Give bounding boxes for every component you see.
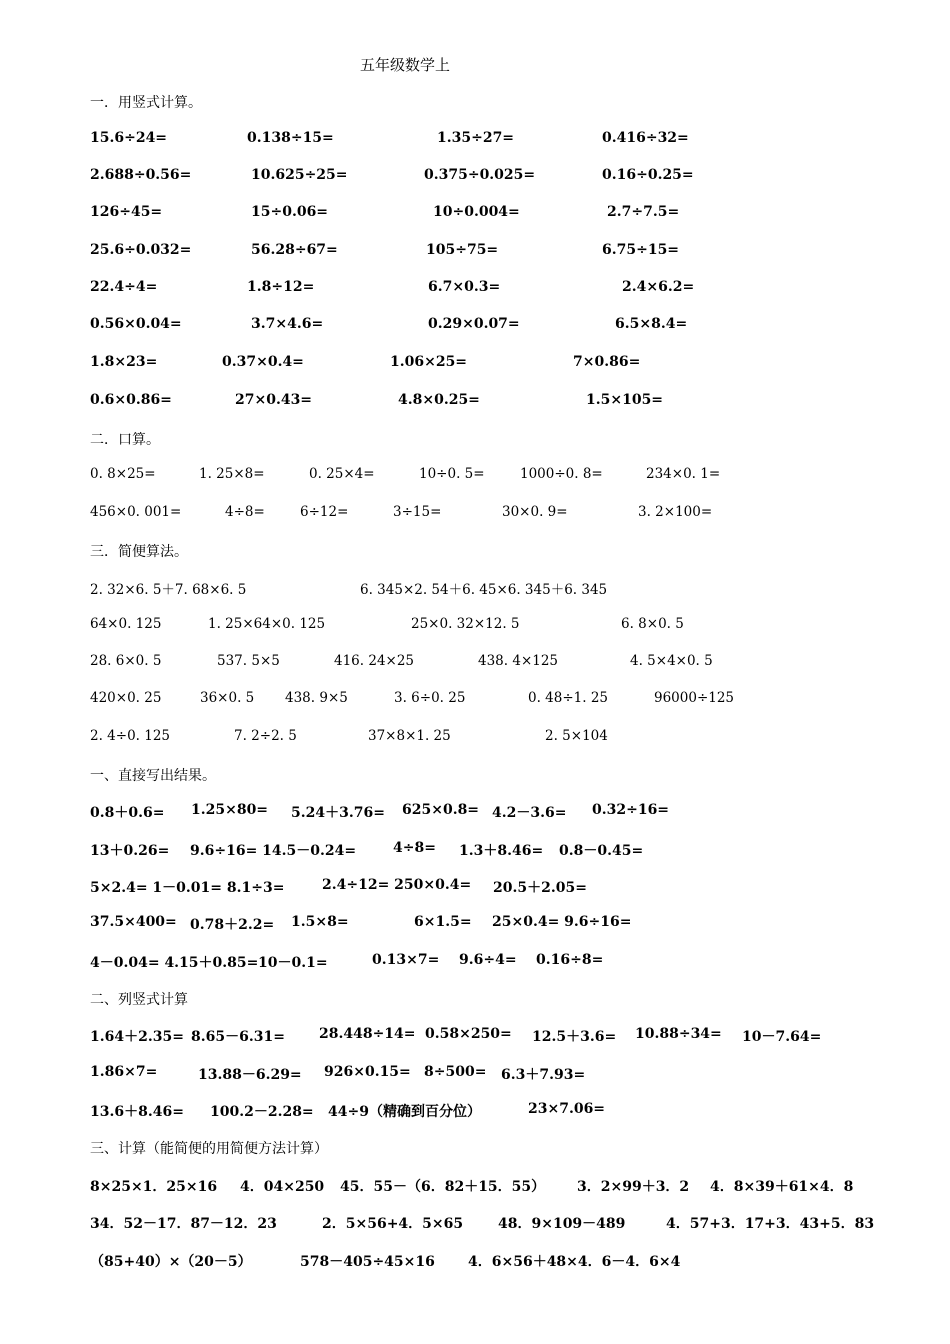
problem: 0.8＋0.6= (90, 805, 165, 821)
problem-row (90, 578, 940, 602)
problem: 1.8×23= (90, 354, 158, 370)
problem: 64×0. 125 (90, 616, 162, 632)
problem: 2. 32×6. 5＋7. 68×6. 5 (90, 582, 247, 598)
problem: 2.4×6.2= (622, 279, 695, 295)
problem: 3．2×99＋3．2 (577, 1179, 690, 1195)
problem-row (90, 1064, 940, 1088)
problem: 3.7×4.6= (251, 316, 324, 332)
problem: 28. 6×0. 5 (90, 653, 162, 669)
problem: 36×0. 5 (200, 690, 255, 706)
problem: 22.4÷4= (90, 279, 158, 295)
problem: 0.416÷32= (602, 130, 689, 146)
problem: 9.6÷16= 14.5－0.24= (190, 843, 357, 859)
problem: 100.2－2.28= (210, 1104, 314, 1120)
problem: 0.32÷16= (592, 802, 670, 818)
problem: 1.64＋2.35= (90, 1029, 184, 1045)
problem: 2.7÷7.5= (607, 204, 680, 220)
problem: 1.5×8= (291, 914, 349, 930)
problem: 126÷45= (90, 204, 163, 220)
section-heading: 三、计算（能简便的用简便方法计算） (90, 1141, 328, 1157)
problem-row (90, 504, 940, 528)
problem: 15.6÷24= (90, 130, 168, 146)
problem: 44÷9（精确到百分位） (328, 1104, 481, 1120)
problem: 12.5＋3.6= (532, 1029, 617, 1045)
problem: 1.86×7= (90, 1064, 158, 1080)
problem: 0.138÷15= (247, 130, 334, 146)
problem: 9.6÷4= (459, 952, 517, 968)
problem: 537. 5×5 (217, 653, 280, 669)
problem: 10.88÷34= (635, 1026, 722, 1042)
problem: 2. 4÷0. 125 (90, 728, 171, 744)
problem: 2. 5×104 (545, 728, 608, 744)
problem-row (90, 466, 940, 490)
problem: 0. 48÷1. 25 (528, 690, 609, 706)
problem-row (90, 952, 940, 976)
problem: 438. 4×125 (478, 653, 559, 669)
problem: 48．9×109－489 (498, 1216, 626, 1232)
problem: 420×0. 25 (90, 690, 162, 706)
problem: 1.8÷12= (247, 279, 315, 295)
problem: 105÷75= (426, 242, 499, 258)
problem: 0.6×0.86= (90, 392, 172, 408)
problem-row (90, 1213, 940, 1237)
problem: （85+40）×（20－5） (90, 1254, 252, 1270)
problem: 4．6×56＋48×4．6－4．6×4 (468, 1254, 681, 1270)
problem: 10.625÷25= (251, 167, 348, 183)
problem: 4.2－3.6= (492, 805, 567, 821)
problem: 0.78＋2.2= (190, 917, 275, 933)
problem: 3. 2×100= (638, 504, 713, 520)
problem: 6.5×8.4= (615, 316, 688, 332)
problem: 10÷0.004= (433, 204, 520, 220)
problem: 25×0.4= 9.6÷16= (492, 914, 632, 930)
problem: 0.37×0.4= (222, 354, 304, 370)
problem: 13＋0.26= (90, 843, 170, 859)
problem: 2.688÷0.56= (90, 167, 192, 183)
problem: 15÷0.06= (251, 204, 329, 220)
problem: 25×0. 32×12. 5 (411, 616, 520, 632)
problem-row (90, 690, 940, 714)
problem: 2．5×56+4．5×65 (322, 1216, 464, 1232)
problem-row (90, 167, 940, 191)
problem-row (90, 392, 940, 416)
problem: 234×0. 1= (646, 466, 721, 482)
problem: 20.5＋2.05= (493, 880, 587, 896)
problem-row (90, 840, 940, 864)
problem: 0.16÷8= (536, 952, 604, 968)
problem: 926×0.15= (324, 1064, 411, 1080)
problem: 37.5×400= (90, 914, 177, 930)
problem: 6.3＋7.93= (501, 1067, 586, 1083)
problem-row (90, 279, 940, 303)
problem: 0.56×0.04= (90, 316, 182, 332)
problem: 456×0. 001= (90, 504, 182, 520)
problem: 0.29×0.07= (428, 316, 520, 332)
section-heading: 一、直接写出结果。 (90, 768, 216, 784)
problem-row (90, 728, 940, 752)
problem: 37×8×1. 25 (368, 728, 451, 744)
problem-row (90, 204, 940, 228)
problem: 96000÷125 (654, 690, 735, 706)
problem: 3. 6÷0. 25 (394, 690, 466, 706)
problem: 8.65－6.31= (191, 1029, 285, 1045)
problem: 4.8×0.25= (398, 392, 480, 408)
problem: 4. 5×4×0. 5 (630, 653, 713, 669)
problem-row (90, 130, 940, 154)
problem: 1. 25×64×0. 125 (208, 616, 326, 632)
problem: 0.58×250= (425, 1026, 512, 1042)
problem-row (90, 242, 940, 266)
section-heading: 三．简便算法。 (90, 544, 188, 560)
problem-row (90, 1251, 940, 1275)
problem: 25.6÷0.032= (90, 242, 192, 258)
problem: 0. 8×25= (90, 466, 156, 482)
problem: 34．52－17．87－12．23 (90, 1216, 277, 1232)
problem: 578－405÷45×16 (300, 1254, 435, 1270)
problem: 4．04×250 (240, 1179, 325, 1195)
problem: 5.24＋3.76= (291, 805, 385, 821)
problem-row (90, 616, 940, 640)
problem-row (90, 1026, 940, 1050)
problem-row (90, 354, 940, 378)
problem: 1.5×105= (586, 392, 664, 408)
problem: 5×2.4= 1－0.01= 8.1÷3= (90, 880, 285, 896)
problem: 625×0.8= (402, 802, 480, 818)
problem: 7. 2÷2. 5 (234, 728, 297, 744)
problem: 6÷12= (300, 504, 349, 520)
problem: 4÷8= (225, 504, 265, 520)
problem: 4÷8= (393, 840, 436, 856)
problem: 1000÷0. 8= (520, 466, 603, 482)
problem: 10－0.1= (258, 955, 328, 971)
problem: 0.8－0.45= (559, 843, 644, 859)
problem: 10－7.64= (742, 1029, 822, 1045)
problem: 0. 25×4= (309, 466, 375, 482)
problem: 23×7.06= (528, 1101, 606, 1117)
problem: 0.16÷0.25= (602, 167, 694, 183)
problem: 13.88－6.29= (198, 1067, 302, 1083)
problem-row (90, 1101, 940, 1125)
problem: 1.3＋8.46= (459, 843, 544, 859)
problem: 1. 25×8= (199, 466, 265, 482)
problem: 56.28÷67= (251, 242, 338, 258)
problem: 6×1.5= (414, 914, 472, 930)
problem: 8×25×1．25×16 (90, 1179, 218, 1195)
problem: 1.25×80= (191, 802, 269, 818)
section-heading: 二．口算。 (90, 432, 160, 448)
problem: 3÷15= (393, 504, 442, 520)
section-heading: 二、列竖式计算 (90, 992, 188, 1008)
problem-row (90, 802, 940, 826)
section-heading: 一．用竖式计算。 (90, 95, 202, 111)
problem: 4．57+3．17+3．43+5．83 (666, 1216, 875, 1232)
problem: 13.6＋8.46= (90, 1104, 184, 1120)
problem: 27×0.43= (235, 392, 313, 408)
problem: 2.4÷12= 250×0.4= (322, 877, 472, 893)
problem: 30×0. 9= (502, 504, 568, 520)
problem: 10÷0. 5= (419, 466, 485, 482)
problem: 8÷500= (424, 1064, 487, 1080)
problem-row (90, 877, 940, 901)
problem: 45．55－（6．82＋15．55） (340, 1179, 546, 1195)
problem-row (90, 914, 940, 938)
problem: 4．8×39＋61×4．8 (710, 1179, 854, 1195)
problem-row (90, 316, 940, 340)
problem: 416. 24×25 (334, 653, 415, 669)
problem: 438. 9×5 (285, 690, 348, 706)
problem-row (90, 1176, 940, 1200)
problem: 0.375÷0.025= (424, 167, 536, 183)
problem: 6. 345×2. 54＋6. 45×6. 345＋6. 345 (360, 582, 608, 598)
problem: 28.448÷14= (319, 1026, 416, 1042)
problem: 4－0.04= 4.15＋0.85= (90, 955, 259, 971)
problem: 0.13×7= (372, 952, 440, 968)
problem: 7×0.86= (573, 354, 641, 370)
problem: 1.06×25= (390, 354, 468, 370)
problem: 6. 8×0. 5 (621, 616, 684, 632)
problem: 1.35÷27= (437, 130, 515, 146)
problem: 6.7×0.3= (428, 279, 501, 295)
page-title: 五年级数学上 (360, 56, 451, 74)
problem: 6.75÷15= (602, 242, 680, 258)
problem-row (90, 653, 940, 677)
